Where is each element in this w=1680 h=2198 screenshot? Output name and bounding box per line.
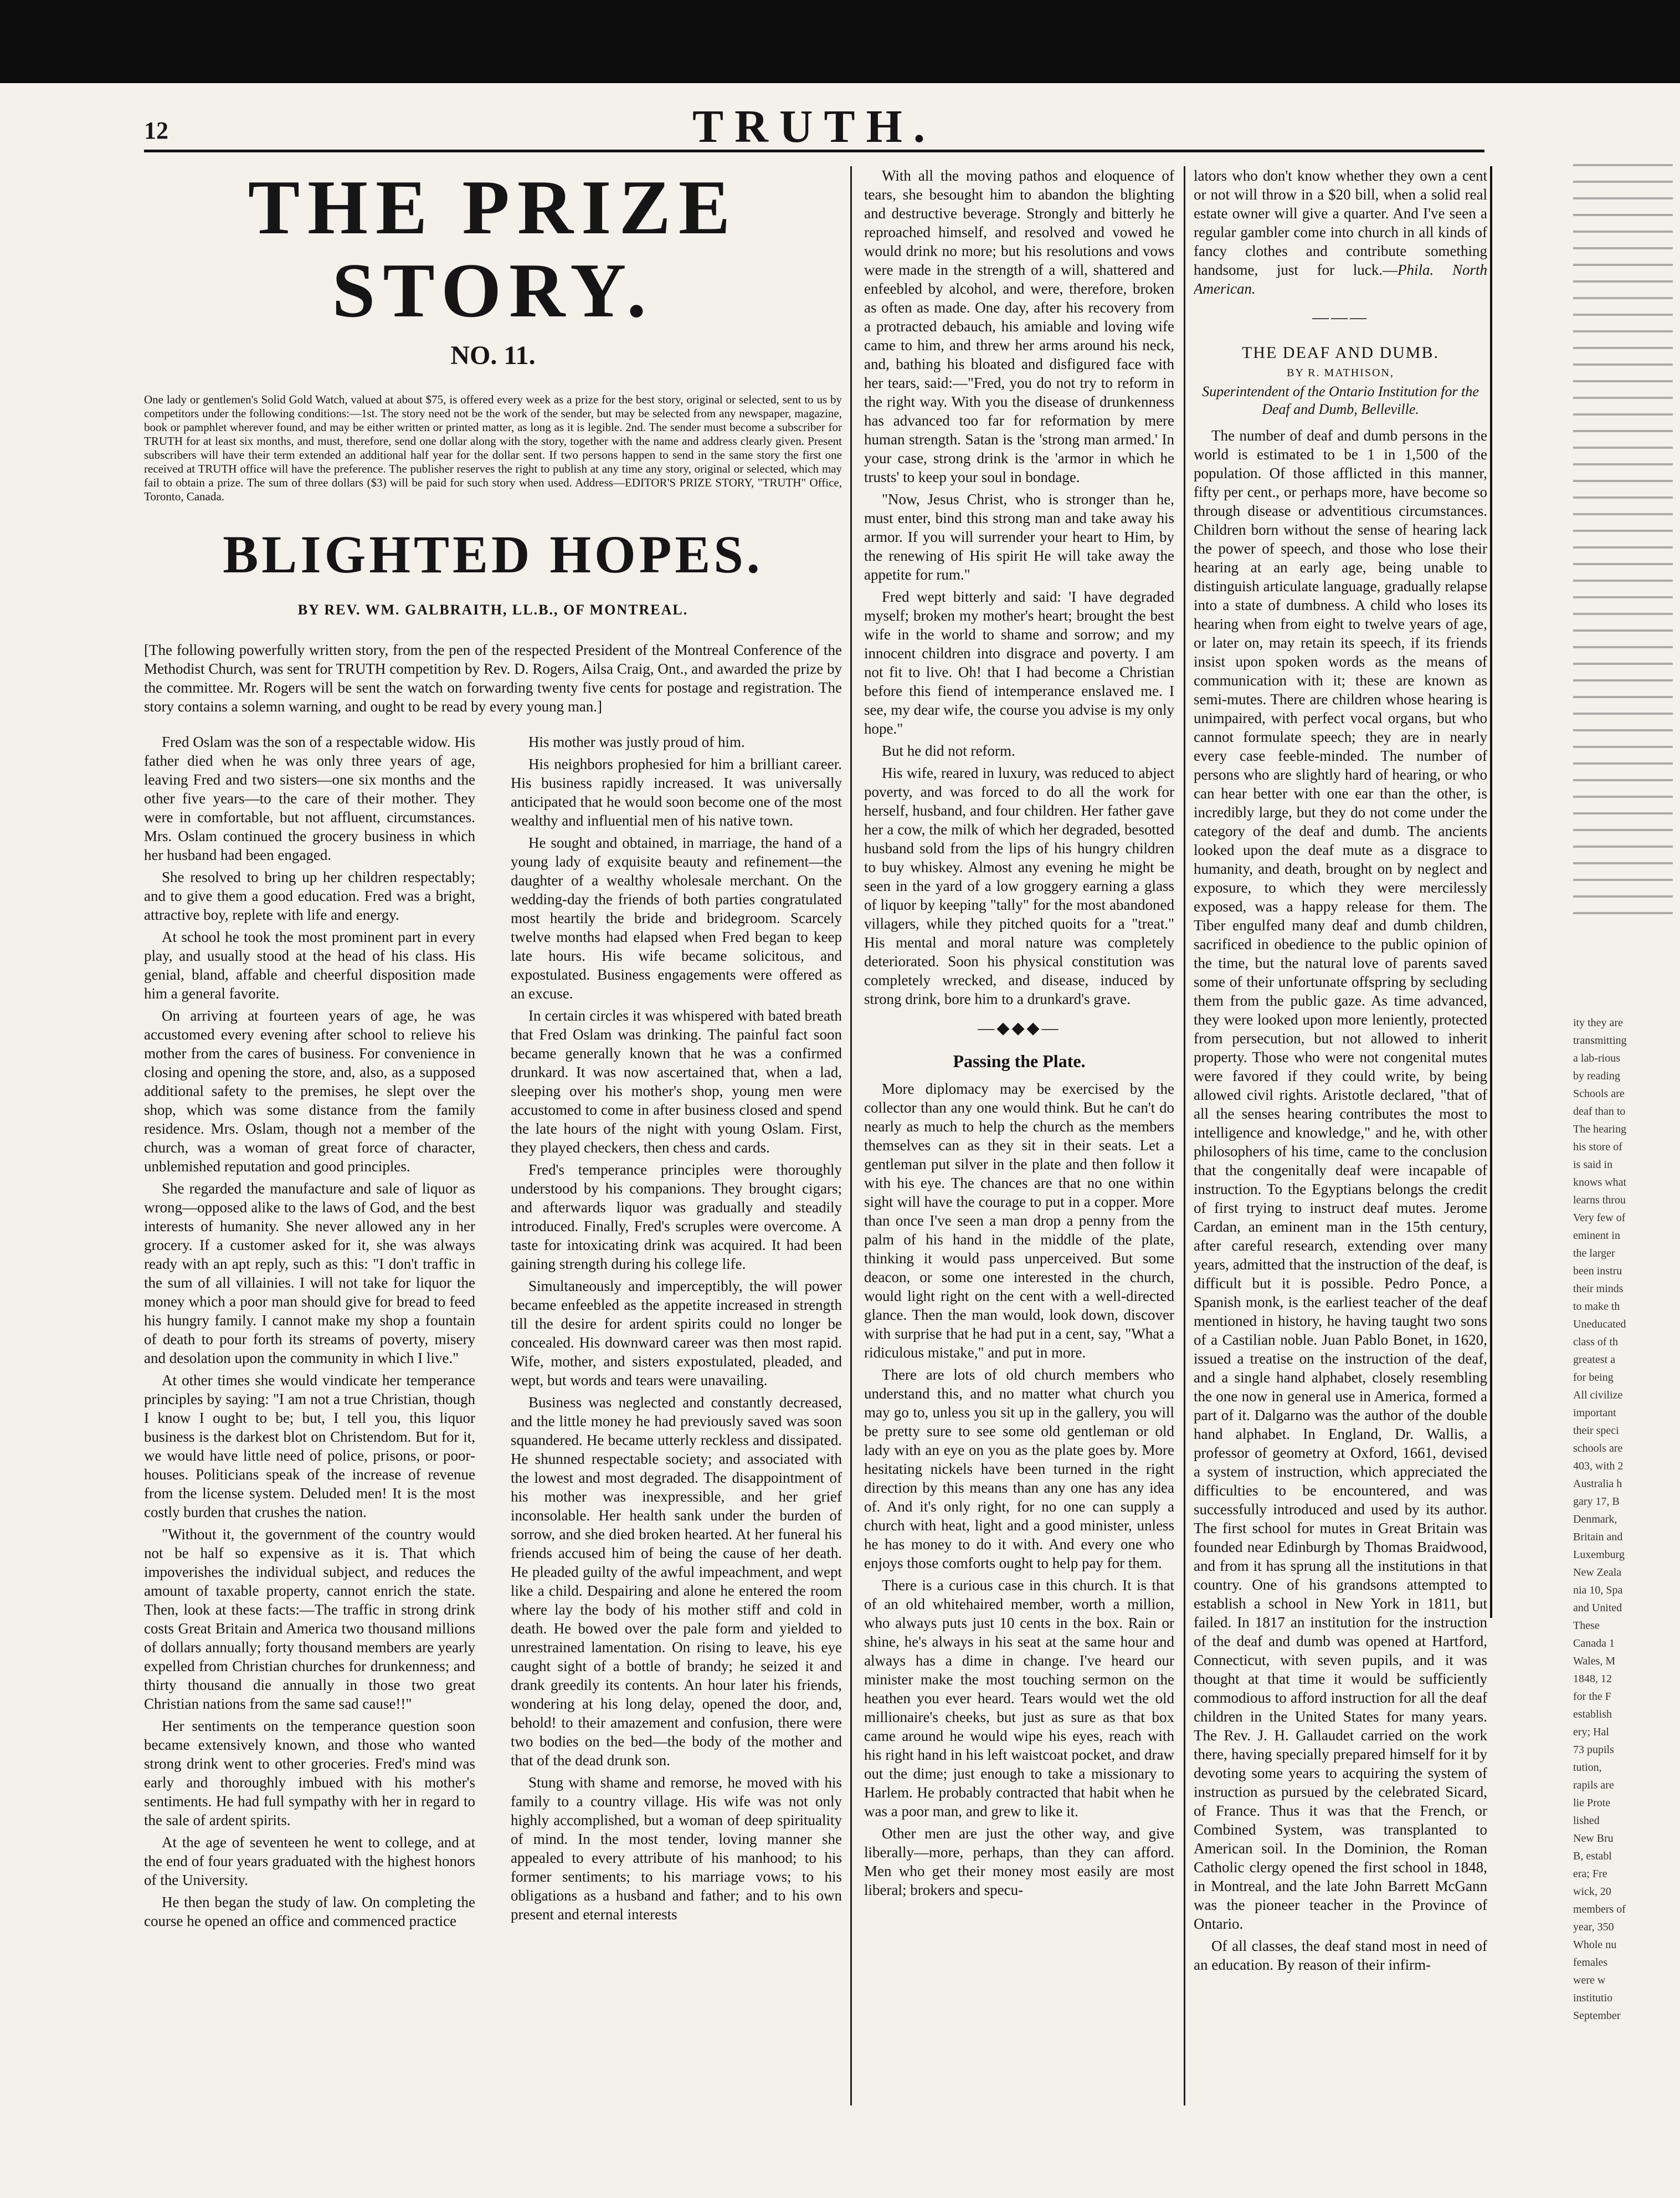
article-title: THE DEAF AND DUMB. [1241,344,1439,362]
paragraph: But he did not reform. [882,742,1015,759]
paragraph: His neighbors prophesied for him a brilliant career. His business rapidly increased. It was universally anticipated that he would soon become one of the most wealthy and influential men of his native town. [511,756,842,829]
marginal-line: era; Fre [1573,1868,1607,1880]
paragraph: There are lots of old church members who understand this, and no matter what church you may go to, unless you sit up in the gallery, you will be pretty sure to see some old gentleman or old lady with an eye on you as the plate goes by. More hesitating nickels have been turned in the right direction by this means than any one has any idea of. And it's only right, for no one can supply a church with heat, light and a good minister, unless he has money to do it with. And every one who enjoys those comforts ought to help pay for them. [864,1366,1174,1571]
paragraph: Business was neglected and constantly decreased, and the little money he had previously saved was soon squandered. He became utterly reckless and dissipated. He shunned respectable society; and associated with the lowest and most degraded. The disappointment of his mother was inexpressible, and her grief inconsolable. Her health sank under the burden of sorrow, and she died broken hearted. At her funeral his friends accused him of being the cause of her death. He pleaded guilty of the awful impeachment, and wept like a child. Despairing and alone he entered the room where lay the body of his mother stiff and cold in death. He bowed over the pale form and yielded to unrestrained lamentation. On rising to leave, his eye caught sight of a bottle of brandy; he seized it and drank greedily its contents. An hour later his friends, wondering at his long delay, opened the door, and, behold! to their amazement and confusion, there were two bodies on the bed—the body of the mother and that of the dead drunk son. [511,1394,842,1769]
marginal-line: their speci [1573,1425,1619,1437]
story-subcolumn-a [144,732,475,1934]
marginal-line: Australia h [1573,1478,1622,1490]
marginal-line: a lab-rious [1573,1052,1620,1064]
marginal-line: Uneducated [1573,1318,1626,1330]
marginal-line: rapils are [1573,1779,1614,1791]
paragraph: More diplomacy may be exercised by the collector than any one would think. But he can't do nearly as much to help the church as the members themselves can as they sit in their seats. Let a gentleman put silver in the plate and then follow it with his eye. The chances are that no one within sight will have the courage to put in a copper. More than once I've seen a man drop a penny from the palm of his hand in the middle of the plate, thinking it would pass unperceived. But some deacon, or some one interested in the church, would light right on the cent with a well-directed glance. Then the man would, look down, discover with surprise that he had put in a cent, say, "What a ridiculous mistake," and put in more. [864,1080,1174,1361]
article-title: Passing the Plate. [953,1051,1086,1071]
marginal-line: September [1573,2010,1621,2022]
story-byline: BY REV. WM. GALBRAITH, LL.B., OF MONTREAL. [297,602,689,618]
marginal-line: the larger [1573,1247,1615,1259]
paragraph: At other times she would vindicate her temperance principles by saying: "I am not a true Christian, though I know I ought to be; but, I tell you, this liquor business is the darkest blot on Christendom. But for it, we would have little need of police, prisons, or poor-houses. Politicians speak of the increase of revenue from the license system. Deluded men! It is the most costly burden that crushes the nation. [144,1372,475,1520]
prize-story-title: THE PRIZE STORY. [248,166,738,334]
marginal-line: establish [1573,1708,1612,1720]
marginal-line: Britain and [1573,1531,1623,1543]
paragraph: Other men are just the other way, and give liberally—more, perhaps, than they can afford. Men who get their money most easily are most liberal; brokers and specu- [864,1825,1174,1898]
marginal-line: his store of [1573,1141,1622,1153]
paragraph: At the age of seventeen he went to college, and at the end of four years graduated with the highest honors of the University. [144,1834,475,1888]
marginal-line: B, establ [1573,1850,1612,1862]
paragraph: The number of deaf and dumb persons in the world is estimated to be 1 in 1,500 of the population. Of those afflicted in this manner, fifty per cent., or perhaps more, have become so through disease or adventitious circumstances. Children born without the sense of hearing lack the power of speech, and those who lose their hearing at an early age, being unable to distinguish articulate language, gradually relapse into a state of dumbness. A child who loses its hearing when from eight to twelve years of age, or later on, may retain its speech, if its friends insist upon spoken words as the means of communication with it; these are known as semi-mutes. There are children whose hearing is unimpaired, with perfect vocal organs, but who cannot formulate speech; they are in nearly every case feeble-minded. The number of persons who are slightly hard of hearing, or who can hear better with one ear than the other, is incredibly large, but they do not come under the category of the deaf and dumb. The ancients looked upon the deaf mute as a disgrace to humanity, and death, brought on by neglect and exposure, to which they were mercilessly exposed, was a happy release for them. The Tiber engulfed many deaf and dumb children, sacrificed in obedience to the public opinion of the time, but the natural love of parents saved some of their unfortunate offspring by secluding them from the public gaze. As time advanced, they were looked upon more leniently, protected from persecution, but not allowed to inherit property. Those who were not congenital mutes were favored if they could write, by being allowed civil rights. Aristotle declared, "that of all the senses hearing contributes the most to intelligence and knowledge," and he, with other philosophers of his time, came to the conclusion that the congenitally deaf were incapable of instruction. To the Egyptians belongs the credit of first trying to instruct deaf mutes. Jerome Cardan, an eminent man in the 15th century, after careful research, extending over many years, admitted that the instruction of the deaf, is difficult but it is possible. Pedro Ponce, a Spanish monk, is the earliest teacher of the deaf mentioned in history, he having taught two sons of a Castilian noble. Juan Pablo Bonet, in 1620, issued a treatise on the instruction of the deaf, and a single hand alphabet, closely resembling the one now in general use in America, formed a part of it. Dalgarno was the author of the double hand alphabet. In England, Dr. Wallis, a professor of geometry at Oxford, 1661, devised a system of instruction, which appreciated the difficulties to be encountered, and was successfully introduced and used by its author. The first school for mutes in Great Britain was founded near Edinburgh by Thomas Braidwood, and from it has sprung all the institutions in that country. One of his grandsons attempted to establish a school in New York in 1811, but failed. In 1817 an institution for the instruction of the deaf and dumb was opened at Hartford, Connecticut, with seven pupils, and it was thought at that time it would be sufficiently commodious to afford instruction for all the deaf children in the United States for many years. The Rev. J. H. Gallaudet carried on the work there, having specially prepared himself for it by devoting some years to acquiring the system of instruction as pursued by the celebrated Sicard, of France. Thus it was that the French, or Combined System, was transplanted to American soil. In the Dominion, the Roman Catholic clergy opened the first school in 1848, in Montreal, and the late John Barrett McGann was the pioneer teacher in the Province of Ontario. [1194,427,1487,1932]
marginal-line: institutio [1573,1992,1613,2004]
marginal-line: learns throu [1573,1194,1626,1206]
adjacent-page-edge [1573,150,1673,925]
column-rule [850,166,852,2105]
marginal-line: important [1573,1407,1616,1419]
story-subcolumn-b [511,732,842,1934]
column-rule [1184,166,1185,2105]
marginal-line: 403, with 2 [1573,1460,1624,1472]
paragraph: With all the moving pathos and eloquence of tears, she besought him to abandon the blighting and destructive beverage. Strongly and bitterly he reproached himself, and resolved and vowed he would drink no more; but his resolutions and vows were made in the strength of a will, shattered and enfeebled by alcohol, and were, therefore, broken as often as made. One day, after his recovery from a protracted debauch, his amiable and loving wife came to him, and threw her arms around his neck, and, bathing his bloated and disfigured face with her tears, said:—"Fred, you do not try to reform in the right way. With you the disease of drunkenness has advanced too far for reformation by mere human strength. Satan is the 'strong man armed.' In your case, strong drink is the 'armor in which he trusts' to keep your soul in bondage. [864,167,1174,485]
marginal-line: New Zeala [1573,1566,1622,1579]
paragraph: There is a curious case in this church. It is that of an old whitehaired member, worth a million, who always puts just 10 cents in the box. Rain or shine, he's always in his seat at the same hour and always has a dime in change. I've heard our minister make the most touching sermon on the heathen you ever heard. Tears would wet the old millionaire's cheeks, but just as sure as that box came around he would wipe his eyes, reach with his right hand in his left waistcoat pocket, and draw out the dime; just enough to take a missionary to Harlem. He probably contracted that habit when he was a poor man, and grew to like it. [864,1577,1174,1820]
paragraph: Of all classes, the deaf stand most in need of an education. By reason of their infirm- [1194,1938,1487,1973]
paragraph: She resolved to bring up her children respectably; and to give them a good education. Fred was a bright, attractive boy, replete with life and energy. [144,869,475,923]
marginal-line: females [1573,1956,1608,1969]
middle-column [864,166,1174,2105]
paragraph: Stung with shame and remorse, he moved with his family to a country village. His wife was not only highly accomplished, but a woman of deep spirituality of mind. In the most tender, loving manner she appealed to every attribute of his manhood; to his former sentiments; to his marriage vows; to his obligations as a husband and father; and to his own present and eternal interests [511,1774,842,1923]
editor-note: [The following powerfully written story, from the pen of the respected President of the Montreal Conference of the Methodist Church, was sent for TRUTH competition by Rev. D. Rogers, Ailsa Craig, Ont., and awarded the prize by the committee. Mr. Rogers will be sent the watch on forwarding twenty five cents for postage and registration. The story contains a solemn warning, and ought to be read by every young man.] [144,642,842,715]
marginal-line: been instru [1573,1265,1622,1277]
marginal-line: their minds [1573,1283,1624,1295]
marginal-line: New Bru [1573,1832,1614,1845]
paragraph: He then began the study of law. On completing the course he opened an office and commenced practice [144,1894,475,1929]
marginal-line: transmitting [1573,1034,1627,1047]
marginal-line: were w [1573,1974,1606,1986]
marginal-line: by reading [1573,1070,1620,1082]
marginal-line: 73 pupils [1573,1744,1614,1756]
section-divider-ornament: —◆◆◆— [978,1019,1061,1037]
paragraph: Fred wept bitterly and said: 'I have degraded myself; broken my mother's heart; brought the best wife in the world to shame and sorrow; and my innocent children into disgrace and poverty. I am not fit to live. Oh! that I had become a Christian before this fiend of intemperance enslaved me. I see, my dear wife, the course you advise is my only hope." [864,588,1174,737]
marginal-line: to make th [1573,1300,1620,1313]
marginal-line: year, 350 [1573,1921,1614,1933]
prize-story-column [144,166,842,2105]
right-column [1194,166,1487,2105]
prize-story-number: NO. 11. [450,341,536,370]
marginal-line: Denmark, [1573,1513,1617,1525]
marginal-line: class of th [1573,1336,1619,1348]
marginal-line: schools are [1573,1442,1623,1454]
article-byline: BY R. MATHISON, [1287,367,1394,379]
marginal-line: These [1573,1620,1600,1632]
marginal-line: gary 17, B [1573,1495,1620,1508]
marginal-line: wick, 20 [1573,1886,1611,1898]
paragraph: He sought and obtained, in marriage, the hand of a young lady of exquisite beauty and refinement—the daughter of a wealthy wholesale merchant. On the wedding-day the friends of both parties congratulated most heartily the bride and bridegroom. Scarcely twelve months had elapsed when Fred began to keep late hours. His wife became solicitous, and expostulated. Business engagements were offered as an excuse. [511,834,842,1002]
paragraph: Her sentiments on the temperance question soon became extensively known, and those who wanted strong drink went to other groceries. Fred's mind was early and thoroughly imbued with his mother's sentiments. He had full sympathy with her in regard to the sale of ardent spirits. [144,1718,475,1828]
marginal-line: Schools are [1573,1088,1625,1100]
marginal-line: lished [1573,1815,1600,1827]
continued-text: lators who don't know whether they own a cent or not will throw in a $20 bill, when a solid real estate owner will give a quarter. And I've seen a regular gambler come into church in all kinds of fancy clothes and contribute something handsome, just for luck.— [1194,167,1487,278]
marginal-line: The hearing [1573,1123,1627,1135]
marginal-line: ity they are [1573,1017,1623,1029]
prize-conditions: One lady or gentlemen's Solid Gold Watch, valued at about $75, is offered every week as a prize for the best story, original or selected, sent to us by competitors under the following conditions:—1st. The story need not be the work of the sender, but may be selected from any newspaper, magazine, book or pamphlet wherever found, and may be either written or printed matter, as long as it is legible. 2nd. The sender must become a subscriber for TRUTH for at least six months, and must, therefore, send one dollar along with the story, together with the name and address clearly given. Present subscribers will have their term extended an additional half year for the dollar sent. If two persons happen to send in the same story the first one received at TRUTH office will have the preference. The publisher reserves the right to publish at any time any story, original or selected, which may fail to obtain a prize. The sum of three dollars ($3) will be paid for such story when used. Address—EDITOR'S PRIZE STORY, "TRUTH" Office, Toronto, Canada. [144,393,842,503]
masthead: TRUTH. [692,101,936,152]
paragraph: "Without it, the government of the country would not be half so expensive as it is. That which impoverishes the individual subject, and reduces the amount of taxable property, cannot enrich the state. Then, look at these facts:—The traffic in strong drink costs Great Britain and America two thousand millions of dollars annually; forty thousand members are yearly expelled from Christian churches for drunkenness; and thirty thousand die annually in those two great Christian nations from the same sad cause!!" [144,1526,475,1712]
section-divider: ——— [1312,308,1369,326]
scan-top-border [0,0,1680,83]
story-title: BLIGHTED HOPES. [223,525,763,584]
marginal-line: Whole nu [1573,1939,1617,1951]
paragraph: His mother was justly proud of him. [528,734,745,750]
marginal-line: eminent in [1573,1229,1620,1242]
marginal-line: lie Prote [1573,1797,1611,1809]
page-edge-rule [1490,166,1492,1618]
marginal-line: Canada 1 [1573,1637,1615,1649]
marginal-line: nia 10, Spa [1573,1584,1623,1596]
marginal-line: knows what [1573,1176,1627,1188]
marginal-line: and United [1573,1602,1622,1614]
marginal-line: 1848, 12 [1573,1673,1612,1685]
adjacent-page-fragment [1573,1014,1676,2025]
marginal-line: tution, [1573,1761,1602,1774]
paragraph: Simultaneously and imperceptibly, the will power became enfeebled as the appetite increased in strength till the desire for ardent spirits could no longer be concealed. His downward career was then most rapid. Wife, mother, and sisters expostulated, pleaded, and wept, but words and tears were unavailing. [511,1278,842,1389]
marginal-line: for being [1573,1371,1614,1384]
marginal-line: ery; Hal [1573,1726,1609,1738]
paragraph: Fred Oslam was the son of a respectable widow. His father died when he was only three years of age, leaving Fred and two sisters—one six months and the other five years—to the care of their mother. They were in comfortable, but not affluent, circumstances. Mrs. Oslam continued the grocery business in which her husband had been engaged. [144,734,475,863]
paragraph [1194,166,1487,298]
marginal-line: greatest a [1573,1354,1616,1366]
paragraph: His wife, reared in luxury, was reduced to abject poverty, and was forced to do all the work for herself, husband, and four children. Her father gave her a cow, the milk of which her degraded, besotted husband sold from the lips of his hungry children to buy whiskey. Almost any evening he might be seen in the yard of a low groggery earning a glass of liquor by keeping "tally" for the most abandoned villagers, while they pitched quoits for a "treat." His mental and moral nature was completely deteriorated. Soon his physical constitution was completely wrecked, and disease, induced by strong drink, bore him to a drunkard's grave. [864,765,1174,1007]
paragraph: In certain circles it was whispered with bated breath that Fred Oslam was drinking. The painful fact soon became generally known that he was a confirmed drunkard. It was now ascertained that, when a lad, sleeping over his mother's shop, young men were accustomed to come in after business closed and spend the late hours of the night with young Oslam. First, they played checkers, then chess and cards. [511,1007,842,1156]
paragraph: Fred's temperance principles were thoroughly understood by his companions. They brought cigars; and afterwards liquor was gradually and steadily introduced. Finally, Fred's scruples were overcome. A taste for intoxicating drink was acquired. It had been gaining strength during his college life. [511,1161,842,1272]
author-role: Superintendent of the Ontario Institution for the Deaf and Dumb, Belleville. [1202,383,1479,417]
marginal-line: Very few of [1573,1212,1626,1224]
paragraph: She regarded the manufacture and sale of liquor as wrong—opposed alike to the laws of God, and the best interests of humanity. She never allowed any in her grocery. If a customer asked for it, she was always ready with an apt reply, such as this: "I don't traffic in the sum of all villainies. I will not take for liquor the money which a poor man should give for bread to feed his hungry family. I cannot make my shop a fountain of death to pour forth its streams of poverty, misery and desolation upon the community in which I live." [144,1180,475,1366]
marginal-line: Wales, M [1573,1655,1616,1667]
page-number: 12 [144,117,168,144]
marginal-line: is said in [1573,1159,1613,1171]
paragraph: At school he took the most prominent part in every play, and usually stood at the head of his class. His genial, bland, affable and cheerful disposition made him a general favorite. [144,929,475,1002]
paragraph: "Now, Jesus Christ, who is stronger than he, must enter, bind this strong man and take away his armor. If you will surrender your heart to Him, by the renewing of His spirit He will take away the appetite for rum." [864,491,1174,583]
source-credit: Phila. North American. [1194,262,1487,297]
marginal-line: deaf than to [1573,1105,1626,1118]
marginal-line: Luxemburg [1573,1549,1625,1561]
paragraph: On arriving at fourteen years of age, he was accustomed every evening after school to relieve his mother from the cares of business. For convenience in closing and opening the store, and, also, as a supposed additional safety to the premises, he slept over the shop, which was some distance from the family residence. Mrs. Oslam, though not a member of the church, was a woman of great force of character, unblemished reputation and good principles. [144,1007,475,1175]
marginal-line: All civilize [1573,1389,1623,1401]
marginal-line: members of [1573,1903,1626,1915]
marginal-line: for the F [1573,1690,1611,1703]
page-header [144,94,1484,152]
